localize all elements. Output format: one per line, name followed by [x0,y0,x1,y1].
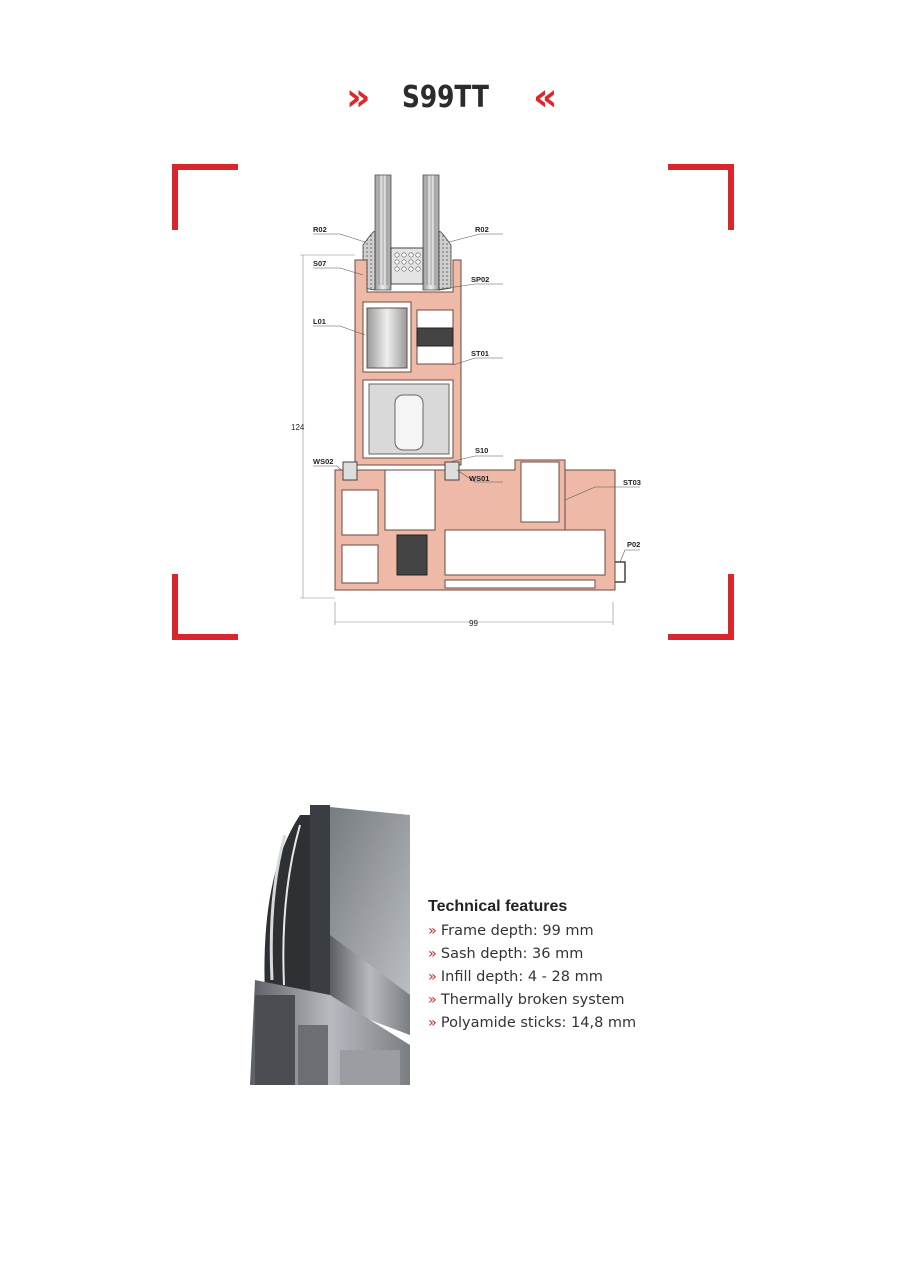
bullet-chevron-icon: » [428,946,437,962]
profile-3d-photo [240,795,420,1095]
label-sp02: SP02 [471,275,490,284]
width-dimension: 99 [469,619,478,628]
sash-profile [355,260,461,465]
corner-bracket-bottom-right [668,574,734,640]
list-item [428,989,636,1012]
technical-features [428,898,636,1035]
label-st03: ST03 [623,478,641,487]
label-s07: S07 [313,259,327,268]
bullet-chevron-icon: » [428,969,437,985]
feature-text: Frame depth: 99 mm [440,923,594,939]
bullet-chevron-icon: » [428,992,437,1008]
bullet-chevron-icon: » [428,1015,437,1031]
label-ws01: WS01 [469,474,490,483]
corner-bracket-bottom-left [172,574,238,640]
label-ws02: WS02 [313,457,334,466]
title-row [0,75,905,119]
feature-text: Thermally broken system [440,992,625,1008]
label-s10: S10 [475,446,489,455]
label-r02-right: R02 [475,225,489,234]
page-title: S99TT [402,80,489,115]
features-heading: Technical features [428,898,568,915]
label-st01: ST01 [471,349,489,358]
corner-bracket-top-left [172,164,238,230]
left-chevron-icon: » [346,75,371,119]
label-p02: P02 [627,540,641,549]
profile-cross-section-drawing [285,170,655,630]
label-r02-left: R02 [313,225,327,234]
corner-bracket-top-right [668,164,734,230]
label-l01: L01 [313,317,326,326]
height-dimension: 124 [291,423,305,432]
feature-text: Sash depth: 36 mm [440,946,584,962]
list-item [428,1012,636,1035]
feature-text: Polyamide sticks: 14,8 mm [440,1015,637,1031]
list-item [428,966,636,989]
list-item [428,920,636,943]
bullet-chevron-icon: » [428,923,437,939]
right-chevron-icon: « [533,75,558,119]
feature-text: Infill depth: 4 - 28 mm [440,969,603,985]
list-item [428,943,636,966]
features-list [428,920,636,1035]
